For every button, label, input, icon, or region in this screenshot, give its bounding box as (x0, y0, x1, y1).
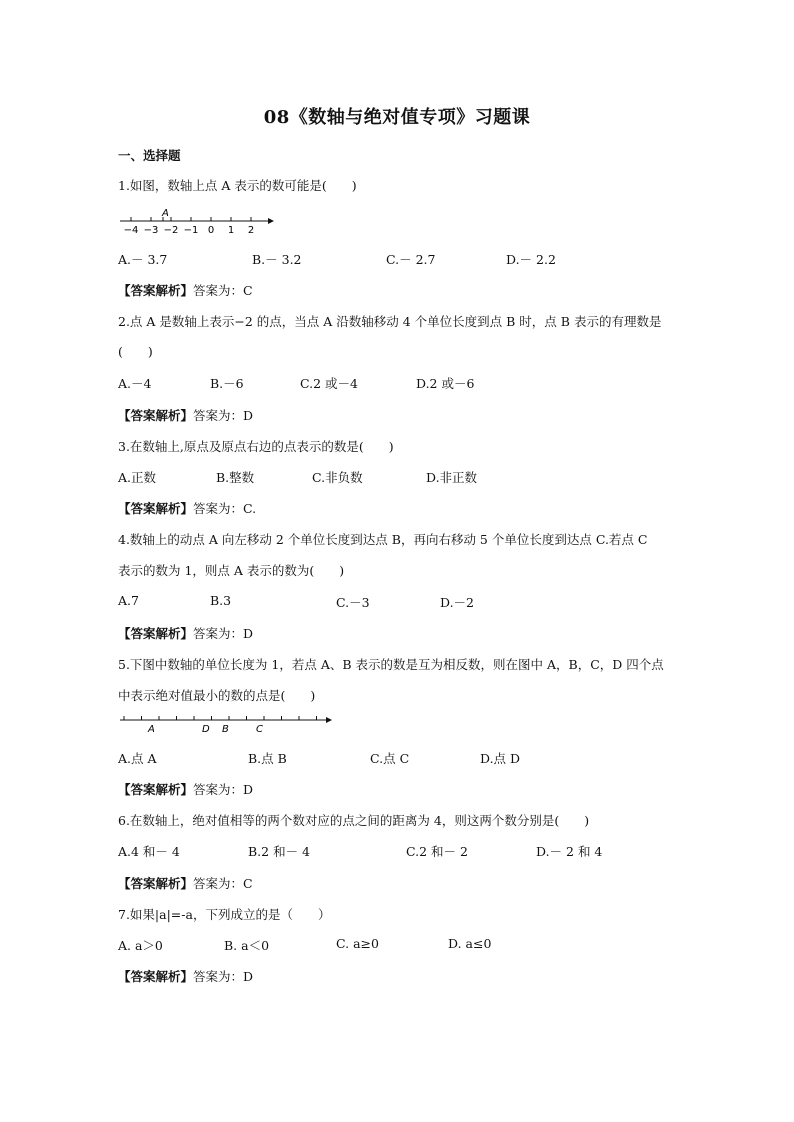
option-d[interactable]: D.2 或－6 (416, 376, 475, 391)
answer-tag: 【答案解析】 (118, 876, 194, 891)
tick-label: −4 (123, 225, 139, 235)
question-1-number-line (118, 203, 278, 235)
question-7-options (118, 936, 718, 954)
answer-text: 答案为：C (193, 876, 253, 891)
answer-tag: 【答案解析】 (118, 408, 194, 423)
option-a[interactable]: A.4 和－ 4 (118, 844, 180, 859)
answer-tag: 【答案解析】 (118, 283, 194, 298)
option-d[interactable]: D. a≤0 (448, 936, 492, 951)
option-b[interactable]: B.2 和－ 4 (248, 844, 311, 859)
tick-label: −3 (143, 225, 159, 235)
answer-tag: 【答案解析】 (118, 626, 194, 641)
question-2-stem-line-1: 2.点 A 是数轴上表示−2 的点，当点 A 沿数轴移动 4 个单位长度到点 B 时，点 B 表示的有理数是 (118, 314, 662, 329)
answer-tag: 【答案解析】 (118, 782, 194, 797)
axis-arrow (268, 218, 274, 224)
option-c[interactable]: C.非负数 (312, 470, 363, 485)
point-a-label: A (148, 724, 155, 735)
option-a[interactable]: A. a＞0 (118, 938, 163, 953)
option-c[interactable]: C.2 和－ 2 (406, 844, 468, 859)
question-5-answer (118, 780, 253, 798)
option-d[interactable]: D.－ 2 和 4 (536, 844, 603, 859)
question-6-options (118, 842, 718, 860)
page-title: 08《数轴与绝对值专项》习题课 (263, 107, 531, 128)
option-b[interactable]: B.点 B (248, 751, 287, 766)
option-d[interactable]: D.－ 2.2 (506, 252, 556, 267)
option-c[interactable]: C.点 C (370, 751, 410, 766)
option-d[interactable]: D.－2 (440, 595, 475, 610)
axis-arrow (326, 717, 332, 723)
option-d[interactable]: D.非正数 (426, 470, 478, 485)
question-3-options (118, 468, 718, 486)
point-c-label: C (256, 724, 263, 735)
option-b[interactable]: B.－ 3.2 (252, 252, 302, 267)
answer-tag: 【答案解析】 (118, 969, 194, 984)
tick-label: 2 (247, 225, 255, 235)
point-d-label: D (202, 724, 210, 735)
question-3-answer (118, 499, 256, 517)
point-b-label: B (222, 724, 229, 735)
option-b[interactable]: B. a＜0 (224, 938, 270, 953)
option-c[interactable]: C.－3 (336, 595, 370, 610)
question-5-stem-line-2: 中表示绝对值最小的数的点是( ) (118, 688, 316, 703)
option-a[interactable]: A.－ 3.7 (118, 252, 168, 267)
option-c[interactable]: C. a≥0 (336, 936, 379, 951)
answer-text: 答案为：D (193, 408, 254, 423)
question-2-answer (118, 406, 253, 424)
option-a[interactable]: A.正数 (118, 470, 157, 485)
question-4-options (118, 593, 718, 611)
question-6-stem: 6.在数轴上，绝对值相等的两个数对应的点之间的距离为 4，则这两个数分别是( ) (118, 813, 590, 828)
question-5-number-line (118, 710, 338, 736)
question-1-answer (118, 281, 253, 299)
option-a[interactable]: A.7 (118, 593, 139, 608)
question-4-stem-line-2: 表示的数为 1，则点 A 表示的数为( ) (118, 563, 345, 578)
tick-label: −1 (183, 225, 199, 235)
option-b[interactable]: B.3 (210, 593, 232, 608)
option-c[interactable]: C.2 或－4 (300, 376, 358, 391)
question-5-stem-line-1: 5.下图中数轴的单位长度为 1，若点 A、B 表示的数是互为相反数，则在图中 A，B，C，D 四个点 (118, 657, 664, 672)
answer-text: 答案为：D (193, 626, 254, 641)
point-a-label: A (162, 208, 169, 219)
tick-label: −2 (163, 225, 179, 235)
question-2-options (118, 374, 718, 392)
question-4-answer (118, 624, 253, 642)
question-6-answer (118, 874, 253, 892)
answer-text: 答案为：D (193, 782, 254, 797)
option-b[interactable]: B.整数 (216, 470, 255, 485)
question-3-stem: 3.在数轴上,原点及原点右边的点表示的数是( ) (118, 439, 394, 454)
question-7-answer (118, 967, 253, 985)
section-heading: 一、选择题 (118, 148, 181, 163)
option-d[interactable]: D.点 D (480, 751, 521, 766)
option-b[interactable]: B.－6 (210, 376, 244, 391)
option-a[interactable]: A.－4 (118, 376, 152, 391)
answer-text: 答案为：C (193, 283, 253, 298)
question-2-stem-line-2: ( ) (118, 344, 153, 359)
answer-text: 答案为：C. (193, 501, 257, 516)
option-a[interactable]: A.点 A (118, 751, 157, 766)
answer-tag: 【答案解析】 (118, 501, 194, 516)
question-4-stem-line-1: 4.数轴上的动点 A 向左移动 2 个单位长度到达点 B，再向右移动 5 个单位长度到达点 C.若点 C (118, 532, 648, 547)
tick-label: 0 (207, 225, 215, 235)
question-1-stem: 1.如图，数轴上点 A 表示的数可能是( ) (118, 178, 357, 193)
question-5-options (118, 749, 718, 767)
question-7-stem: 7.如果|a|=-a，下列成立的是（ ） (118, 907, 331, 922)
tick-label: 1 (227, 225, 235, 235)
answer-text: 答案为：D (193, 969, 254, 984)
option-c[interactable]: C.－ 2.7 (386, 252, 436, 267)
question-1-options (118, 250, 718, 268)
